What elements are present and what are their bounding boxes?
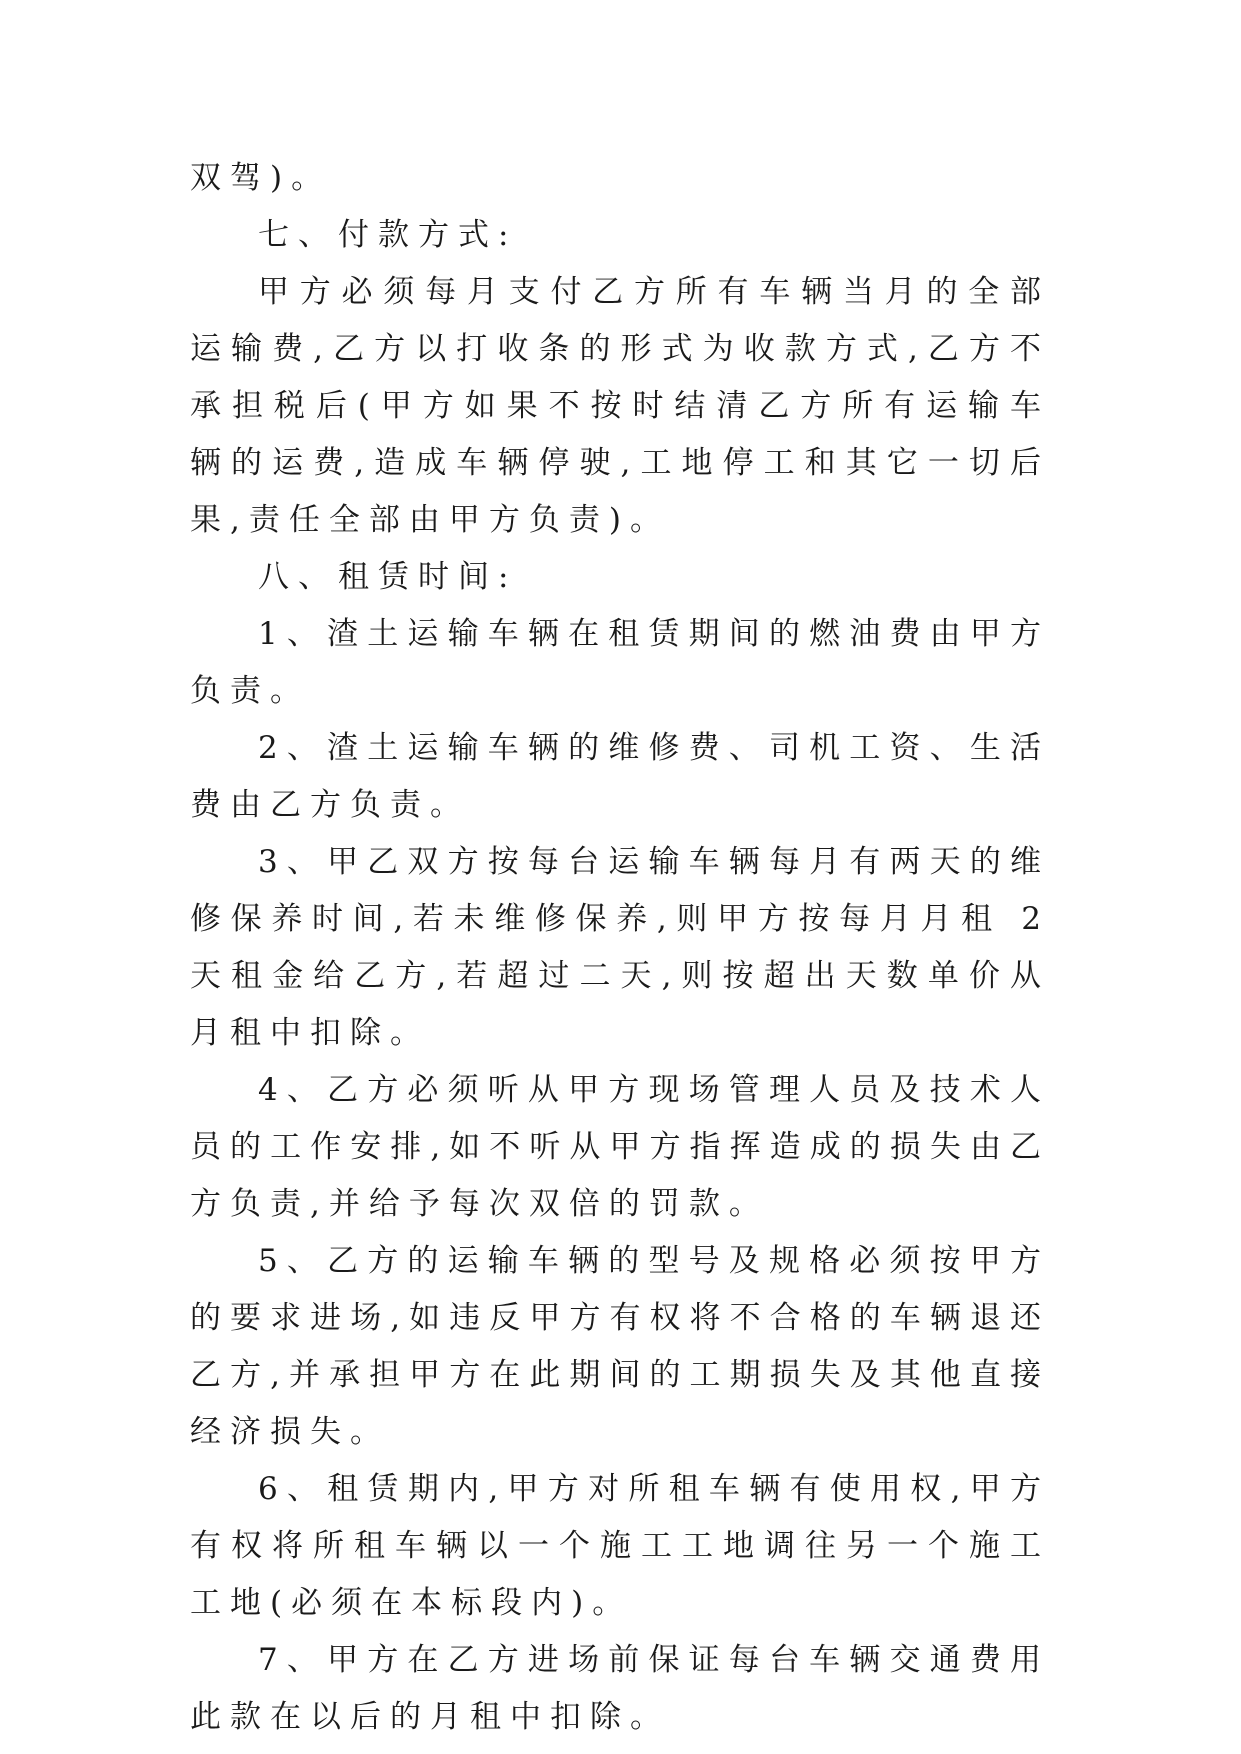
clause-1: 1、渣土运输车辆在租赁期间的燃油费由甲方负责。 — [190, 616, 1050, 709]
clause-6: 6、租赁期内,甲方对所租车辆有使用权,甲方有权将所租车辆以一个施工工地调往另一个施工工地(必须在本标段内)。 — [190, 1471, 1050, 1621]
clause-4: 4、乙方必须听从甲方现场管理人员及技术人员的工作安排,如不听从甲方指挥造成的损失由乙方负责,并给予每次双倍的罚款。 — [190, 1072, 1050, 1222]
clause-5: 5、乙方的运输车辆的型号及规格必须按甲方的要求进场,如违反甲方有权将不合格的车辆退还乙方,并承担甲方在此期间的工期损失及其他直接经济损失。 — [190, 1243, 1050, 1450]
document-body — [190, 150, 1050, 1746]
section-heading-lease-time: 八、租赁时间: — [258, 559, 518, 595]
clause-7: 7、甲方在乙方进场前保证每台车辆交通费用此款在以后的月租中扣除。 — [190, 1642, 1050, 1735]
paragraph-payment-terms: 甲方必须每月支付乙方所有车辆当月的全部运输费,乙方以打收条的形式为收款方式,乙方不承担税后(甲方如果不按时结清乙方所有运输车辆的运费,造成车辆停驶,工地停工和其它一切后果,责任全部由甲方负责)。 — [190, 274, 1050, 538]
clause-2: 2、渣土运输车辆的维修费、司机工资、生活费由乙方负责。 — [190, 730, 1050, 823]
section-heading-payment-method: 七、付款方式: — [258, 217, 518, 253]
clause-3: 3、甲乙双方按每台运输车辆每月有两天的维修保养时间,若未维修保养,则甲方按每月月租 2 天租金给乙方,若超过二天,则按超出天数单价从月租中扣除。 — [190, 844, 1050, 1051]
paragraph-continuation: 双驾)。 — [190, 160, 332, 196]
